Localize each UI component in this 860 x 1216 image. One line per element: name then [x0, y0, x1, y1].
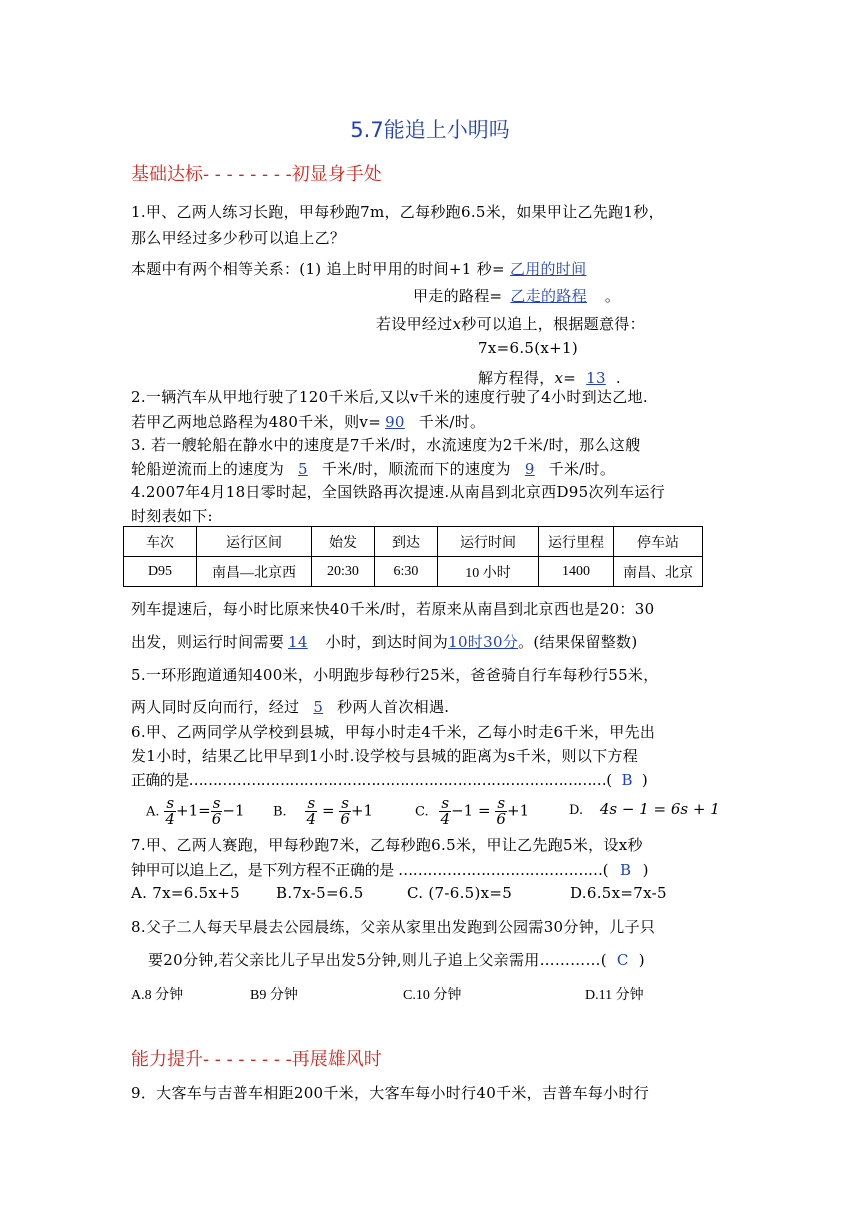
q1-solve-var: x=	[554, 369, 577, 387]
option-c-label: C.	[415, 804, 429, 820]
q8-prompt: 要20分钟,若父亲比儿子早出发5分钟,则儿子追上父亲需用…………(	[148, 951, 607, 969]
q1-dot: .	[615, 369, 621, 387]
q2-line1: 2.一辆汽车从甲地行驶了120千米后,又以v千米的速度行驶了4小时到达乙地.	[131, 388, 648, 406]
q3-answer-2: 9	[524, 460, 535, 478]
q2-text: 若甲乙两地总路程为480千米，则v=	[131, 413, 382, 431]
q8-answer: C	[616, 951, 629, 969]
fraction: $\frac{s}{6}$	[340, 794, 350, 828]
q3-text-b: 千米/时，顺流而下的速度为	[321, 460, 511, 478]
q2-line2	[131, 411, 485, 432]
table-header-cell: 始发	[312, 527, 375, 557]
option-a-label: A.	[146, 804, 160, 820]
option-b-label: B.	[273, 804, 287, 820]
q7-answer: B	[620, 861, 631, 879]
q4-text-c: 。(结果保留整数)	[518, 633, 638, 651]
q1-equation: 7x=6.5(x+1)	[478, 339, 579, 357]
q4-answer-1: 14	[288, 633, 308, 651]
q8-option-b: B9 分钟	[250, 988, 298, 1003]
table-cell: D95	[124, 557, 197, 587]
q1-relation2-label: 甲走的路程=	[413, 287, 503, 305]
q3-text-c: 千米/时。	[548, 460, 616, 478]
q7-option-a: A. 7x=6.5x+5	[131, 884, 240, 902]
q8-option-a: A.8 分钟	[131, 988, 184, 1003]
table-cell: 南昌、北京	[614, 557, 703, 587]
q8-line1: 8.父子二人每天早晨去公园晨练，父亲从家里出发跑到公园需30分钟，儿子只	[131, 918, 656, 936]
q4-text-b: 小时，到达时间为	[325, 633, 449, 651]
q7-prompt: 钟甲可以追上乙，是下列方程不正确的是 ……………………………………(	[131, 861, 609, 879]
q7-close: )	[642, 861, 649, 879]
table-header-cell: 运行时间	[438, 527, 539, 557]
q1-relation-label: 本题中有两个相等关系：(1) 追上时甲用的时间+1 秒=	[131, 260, 505, 278]
q2-unit: 千米/时。	[418, 413, 486, 431]
q4-line2: 时刻表如下:	[131, 507, 213, 525]
q6-prompt: 正确的是……………………………………………………………………………(	[131, 771, 612, 789]
q4-line3: 列车提速后，每小时比原来快40千米/时，若原来从南昌到北京西也是20：30	[131, 600, 655, 618]
train-timetable	[123, 526, 703, 587]
q5-text-a: 两人同时反向而行，经过	[131, 698, 300, 716]
q8-option-c: C.10 分钟	[403, 988, 462, 1003]
q5-text-b: 秒两人首次相遇.	[337, 698, 450, 716]
q4-text-a: 出发，则运行时间需要	[131, 633, 285, 651]
q1-var: x	[452, 315, 462, 333]
q2-answer: 90	[385, 413, 405, 431]
q5-answer: 5	[313, 698, 324, 716]
q1-setup-a: 若设甲经过	[376, 315, 453, 333]
q1-setup-b: 秒可以追上，根据题意得：	[461, 315, 645, 333]
q1-solve-label: 解方程得，	[478, 369, 555, 387]
q3-text-a: 轮船逆流而上的速度为	[131, 460, 285, 478]
table-row	[124, 557, 703, 587]
table-cell: 南昌—北京西	[197, 557, 312, 587]
q7-option-b: B.7x-5=6.5	[276, 884, 364, 902]
q3-answer-1: 5	[298, 460, 308, 478]
table-header-cell: 运行区间	[197, 527, 312, 557]
q4-line1: 4.2007年4月18日零时起，全国铁路再次提速.从南昌到北京西D95次列车运行	[131, 483, 665, 501]
q1-answer-1: 乙用的时间	[509, 260, 587, 278]
q6-line2: 发1小时，结果乙比甲早到1小时.设学校与县城的距离为s千米，则以下方程	[131, 747, 639, 765]
q6-option-a: A. $\frac{s}{4}$ +1= $\frac{s}{6}$ −1	[146, 794, 245, 828]
q6-option-c: C. $\frac{s}{4}$ −1 = $\frac{s}{6}$ +1	[415, 794, 530, 828]
q1-line2: 那么甲经过多少秒可以追上乙？	[131, 229, 346, 247]
q1-line1: 1.甲、乙两人练习长跑，甲每秒跑7m，乙每秒跑6.5米，如果甲让乙先跑1秒，	[131, 203, 664, 221]
section-heading-basic: 基础达标- - - - - - - -初显身手处	[131, 164, 382, 185]
q7-option-c: C. (7-6.5)x=5	[407, 884, 513, 902]
table-cell: 6:30	[375, 557, 438, 587]
q1-line7	[478, 367, 621, 388]
table-header-cell: 到达	[375, 527, 438, 557]
q1-line3	[131, 258, 586, 279]
fraction: $\frac{s}{6}$	[496, 794, 506, 828]
table-header-cell: 运行里程	[539, 527, 614, 557]
table-header-cell: 停车站	[614, 527, 703, 557]
q7-line1: 7.甲、乙两人赛跑，甲每秒跑7米，乙每秒跑6.5米，甲让乙先跑5米，设x秒	[131, 836, 643, 854]
page-title: 5.7能追上小明吗	[350, 118, 510, 142]
q5-line1: 5.一环形跑道通知400米，小明跑步每秒行25米，爸爸骑自行车每秒行55米，	[131, 666, 659, 684]
q4-line4	[131, 631, 638, 652]
q6-close: )	[641, 771, 648, 789]
fraction: $\frac{s}{4}$	[165, 794, 175, 828]
q3-line1: 3. 若一艘轮船在静水中的速度是7千米/时，水流速度为2千米/时，那么这艘	[131, 436, 641, 454]
fraction: $\frac{s}{4}$	[440, 794, 451, 828]
q6-line3	[131, 769, 647, 790]
q8-option-d: D.11 分钟	[585, 988, 644, 1003]
q9-line1: 9．大客车与吉普车相距200千米，大客车每小时行40千米，吉普车每小时行	[131, 1084, 650, 1102]
q8-close: )	[638, 951, 645, 969]
q6-option-b: B. $\frac{s}{4}$ = $\frac{s}{6}$ +1	[273, 794, 374, 828]
q1-line5	[376, 313, 645, 334]
q7-option-d: D.6.5x=7x-5	[570, 884, 667, 902]
q1-period: 。	[604, 287, 621, 305]
q1-answer-3: 13	[586, 369, 606, 387]
q6-option-d	[569, 800, 720, 818]
table-cell: 1400	[539, 557, 614, 587]
q1-answer-2: 乙走的路程	[510, 287, 587, 305]
section-heading-advanced: 能力提升- - - - - - - -再展雄风时	[131, 1049, 382, 1070]
table-header-row	[124, 527, 703, 557]
option-d-expr: 4s − 1 = 6s + 1	[599, 800, 720, 818]
q4-answer-2: 10时30分	[448, 633, 519, 651]
q6-answer: B	[621, 771, 632, 789]
option-d-label: D.	[569, 803, 584, 818]
fraction: $\frac{s}{4}$	[306, 794, 317, 828]
q7-line2	[131, 859, 648, 880]
fraction: $\frac{s}{6}$	[211, 794, 222, 828]
table-header-cell: 车次	[124, 527, 197, 557]
table-cell: 10 小时	[438, 557, 539, 587]
table-cell: 20:30	[312, 557, 375, 587]
q6-line1: 6.甲、乙两同学从学校到县城，甲每小时走4千米，乙每小时走6千米，甲先出	[131, 723, 656, 741]
q3-line2	[131, 458, 615, 479]
q1-line4	[413, 285, 620, 306]
q5-line2	[131, 696, 449, 717]
q8-line2	[148, 949, 645, 970]
